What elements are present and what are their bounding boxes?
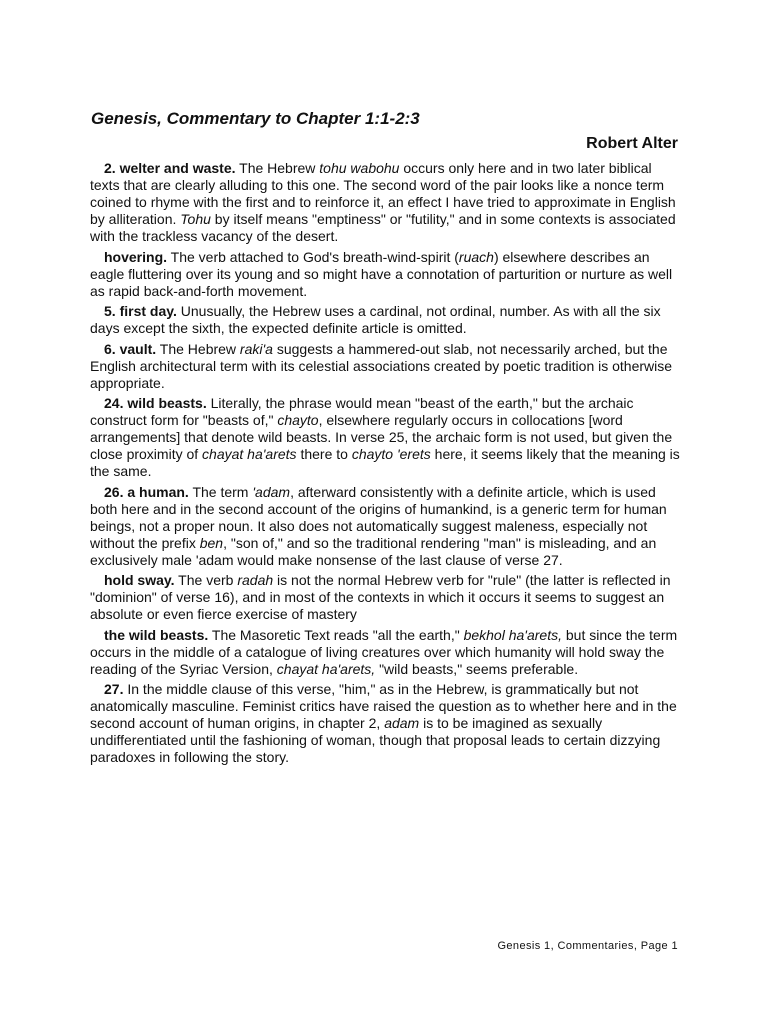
entry-term: hovering.: [104, 248, 168, 265]
entry-text: , "son of," and so the traditional rendering "man" is misleading, and an exclusively male 'adam would make nonsense of the last clause of verse 27.: [90, 534, 657, 568]
entry-text: , afterward consistently with a definite article, which is used both here and in the second account of the origins of humankind, is a generic term for human beings, not a proper noun. It also does not automatically suggest maleness, especially not without the prefix: [90, 483, 667, 551]
commentary-entry: [90, 303, 682, 337]
entry-text: but since the term occurs in the middle of a catalogue of living creatures over which humanity will hold sway the reading of the Syriac Version,: [90, 626, 678, 677]
entry-hebrew-term: chayto: [277, 412, 319, 428]
entry-text: by itself means "emptiness" or "futility," and in some contexts is associated with the trackless vacancy of the desert.: [90, 211, 676, 244]
entry-text: occurs only here and in two later biblical texts that are clearly alluding to this one. The second word of the pair looks like a nonce term coined to rhyme with the first and to reinforce it, an effect I have tried to approximate in English by alliteration.: [90, 160, 676, 227]
entry-hebrew-term: chayat ha'arets: [202, 446, 297, 462]
entry-text: there to: [296, 446, 352, 462]
entry-hebrew-term: 'adam: [252, 483, 291, 500]
entry-term: 24. wild beasts.: [104, 395, 207, 411]
entry-term: 2. welter and waste.: [104, 160, 236, 176]
entry-hebrew-term: Tohu: [180, 211, 211, 227]
entry-term: hold sway.: [104, 572, 175, 588]
entry-term: 5. first day.: [104, 303, 177, 319]
entry-text: The verb: [174, 572, 238, 588]
commentary-entry: [90, 627, 682, 678]
entry-text: is not the normal Hebrew verb for "rule" (the latter is reflected in "dominion" of verse 16), and in most of the contexts in which it occurs it seems to suggest an absolute or even fierce exercise of mastery: [90, 572, 671, 622]
entry-hebrew-term: chayto 'erets: [351, 446, 431, 462]
entry-hebrew-term: adam: [384, 715, 420, 731]
commentary-entry: [90, 341, 682, 392]
entry-text: here, it seems likely that the meaning is the same.: [90, 446, 680, 479]
document-title: Genesis, Commentary to Chapter 1:1-2:3: [91, 109, 420, 128]
commentary-entry: [90, 249, 682, 300]
entry-term: the wild beasts.: [104, 626, 209, 643]
entry-hebrew-term: ruach: [458, 248, 494, 265]
entry-term: 27.: [104, 681, 124, 697]
commentary-body: [90, 160, 682, 770]
entry-text: The Masoretic Text reads "all the earth,": [208, 626, 464, 643]
page-footer: Genesis 1, Commentaries, Page 1: [497, 940, 678, 952]
entry-term: 6. vault.: [104, 340, 157, 357]
entry-hebrew-term: chayat ha'arets,: [276, 660, 376, 677]
entry-hebrew-term: ben: [199, 534, 224, 551]
entry-text: The verb attached to God's breath-wind-spirit (: [167, 248, 459, 265]
commentary-entry: [90, 395, 682, 480]
entry-text: is to be imagined as sexually undifferentiated until the fashioning of woman, though that proposal leads to certain dizzying paradoxes in following the story.: [90, 715, 661, 765]
commentary-entry: [90, 681, 682, 766]
entry-text: suggests a hammered-out slab, not necessarily arched, but the English architectural term with its celestial associations created by poetic tradition is otherwise appropriate.: [90, 340, 673, 391]
entry-hebrew-term: bekhol ha'arets,: [463, 626, 562, 643]
commentary-entry: [90, 484, 682, 569]
entry-text: The term: [188, 483, 253, 500]
entry-term: 26. a human.: [104, 483, 189, 500]
entry-text: The Hebrew: [156, 340, 240, 357]
entry-hebrew-term: radah: [237, 572, 274, 588]
commentary-entry: [90, 160, 682, 245]
entry-text: Unusually, the Hebrew uses a cardinal, not ordinal, number. As with all the six days except the sixth, the expected definite article is omitted.: [90, 303, 661, 336]
commentary-entry: [90, 572, 682, 623]
entry-hebrew-term: tohu wabohu: [319, 160, 400, 176]
entry-text: In the middle clause of this verse, "him," as in the Hebrew, is grammatically but not anatomically masculine. Feminist critics have raised the question as to whether here and in the second account of human origins, in chapter 2,: [90, 681, 677, 731]
document-author: Robert Alter: [586, 135, 678, 152]
entry-text: "wild beasts," seems preferable.: [375, 660, 579, 677]
entry-hebrew-term: raki'a: [239, 340, 273, 357]
entry-text: Literally, the phrase would mean "beast of the earth," but the archaic construct form for "beasts of,": [90, 395, 634, 428]
entry-text: ) elsewhere describes an eagle fluttering over its young and so might have a connotation of parturition or nurture as well as rapid back-and-forth movement.: [90, 248, 673, 299]
entry-text: The Hebrew: [235, 160, 320, 176]
entry-text: , elsewhere regularly occurs in collocations [word arrangements] that denote wild beasts. In verse 25, the archaic form is not used, but given the close proximity of: [90, 412, 673, 462]
